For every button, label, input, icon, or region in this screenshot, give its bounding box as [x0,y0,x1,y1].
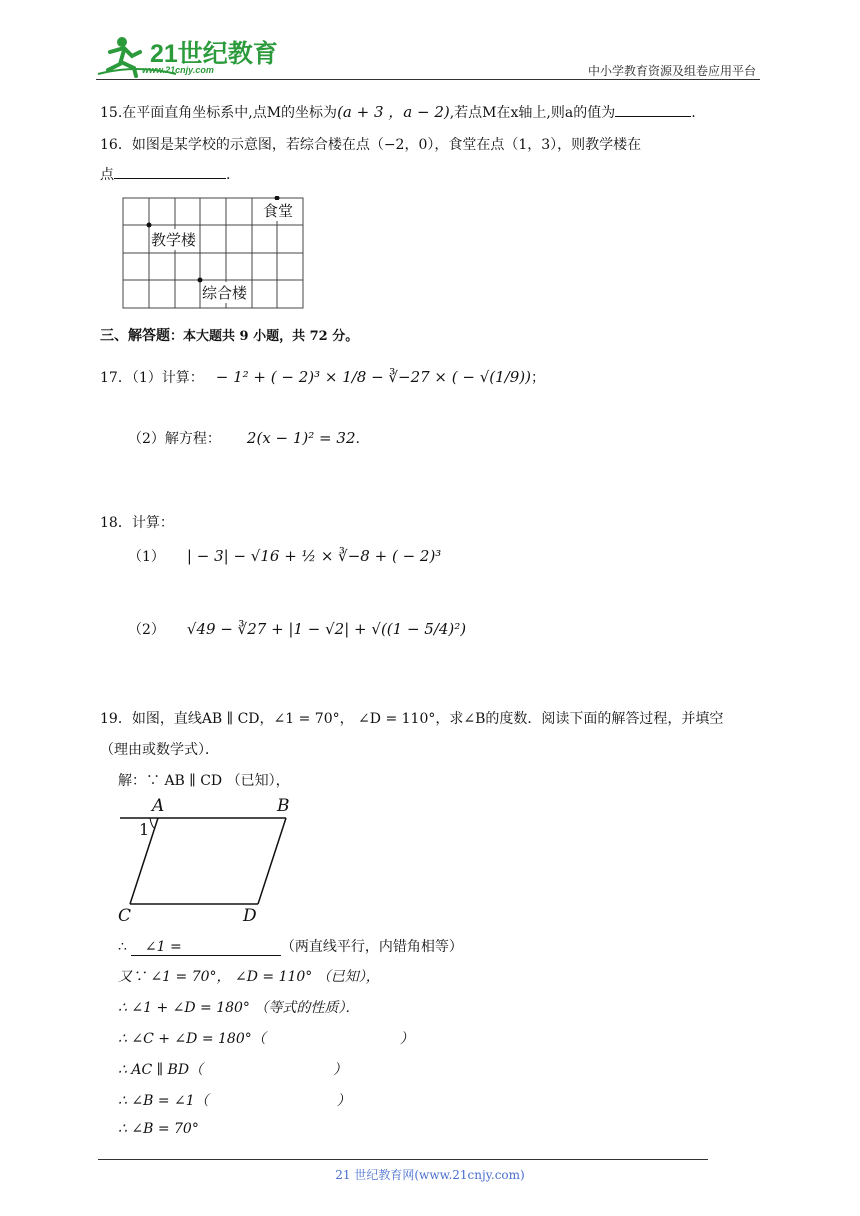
q19-s5-end: ） [333,1062,348,1078]
q17-p2-end: . [355,431,360,447]
q16-answer-blank[interactable] [114,164,226,179]
section-3-desc: ：本大题共 9 小题，共 72 分。 [170,329,359,344]
q17-p2-label: （2）解方程： [128,431,221,447]
q15-answer-blank[interactable] [615,102,691,117]
q19-step6 [118,1090,351,1110]
q15-coordinate: (a + 3 ，a − 2) [337,103,450,121]
teaching-building-label: 教学楼 [151,231,197,249]
footer-divider [98,1159,708,1160]
q19-step3: ∴ ∠1 + ∠D = 180° （等式的性质）． [118,1000,360,1016]
q15-text-b: ,若点M在x轴上,则a的值为 [449,105,616,121]
q19-s5-text: ∴ AC ∥ BD（ [118,1062,204,1078]
q18-part2 [128,619,466,639]
q18-p1-label: （1） [128,549,165,565]
logo-url: www.21cnjy.com [142,65,214,75]
point-a-label: A [152,796,165,816]
q16-end: . [226,167,231,183]
q16-line2-text: 点 [100,167,114,183]
q19-s6-text: ∴ ∠B = ∠1（ [118,1093,209,1109]
angle-1-label: 1 [139,820,150,839]
question-15 [100,101,696,122]
q19-step5 [118,1059,347,1079]
q16-line1: 16．如图是某学校的示意图，若综合楼在点（−2，0），食堂在点（1，3），则教学楼在 [100,137,642,153]
q18-p2-expression: √49 − ∛27 + |1 − √2| + √((1 − 5/4)²) [186,620,467,638]
q19-step4 [118,1028,414,1048]
q16-line2 [100,164,230,184]
footer-text[interactable]: 21 世纪教育网(www.21cnjy.com) [335,1168,525,1182]
point-b-label: B [277,796,290,816]
q19-step1 [118,936,463,956]
teaching-building-point [147,223,152,228]
q19-line2: （理由或数学式）． [100,742,219,758]
q19-s1-blank[interactable]: ∠1 = [131,939,281,956]
q19-s4-end: ） [399,1031,414,1047]
q17-p2-expression: 2(x − 1)² = 32 [246,429,356,447]
platform-name: 中小学教育资源及组卷应用平台 [587,64,756,78]
q19-s1-therefore: ∴ [118,939,127,955]
q18-p2-label: （2） [128,622,165,638]
point-d-label: D [243,906,257,926]
q19-s6-end: ） [336,1093,351,1109]
q19-step7: ∴ ∠B = 70° [118,1121,199,1137]
q17-p1-end: ； [530,370,545,386]
q19-s4-text: ∴ ∠C + ∠D = 180°（ [118,1031,266,1047]
q19-solve-line: 解：∵ AB ∥ CD （已知）， [118,773,290,789]
q15-end: . [691,105,696,121]
point-c-label: C [118,906,132,926]
q19-step2: 又∵ ∠1 = 70°， ∠D = 110° （已知）， [118,969,380,985]
section-3-title: 三、解答题 [100,328,170,344]
section-3-heading [100,325,358,345]
logo-text: 21世纪教育 [150,40,278,68]
q18-part1 [128,546,441,566]
q19-line1: 19．如图，直线AB ∥ CD，∠1 = 70°， ∠D = 110°，求∠B的度数．阅读下面的解答过程，并填空 [100,711,724,727]
complex-building-label: 综合楼 [202,284,248,302]
q19-s1-reason: （两直线平行，内错角相等） [280,939,463,955]
q18-label: 18．计算： [100,515,174,531]
q15-text-a: 15.在平面直角坐标系中,点M的坐标为 [100,105,338,121]
canteen-label: 食堂 [263,202,294,220]
q17-p1-expression: − 1² + ( − 2)³ × 1/8 − ∛−27 × ( − √(1/9)) [215,368,531,386]
q17-part2 [128,428,360,448]
q18-p1-expression: | − 3| − √16 + ½ × ∛−8 + ( − 2)³ [186,547,442,565]
header-divider [96,79,760,80]
q17-part1 [100,367,545,387]
q17-p1-label: 17．（1）计算： [100,370,204,386]
